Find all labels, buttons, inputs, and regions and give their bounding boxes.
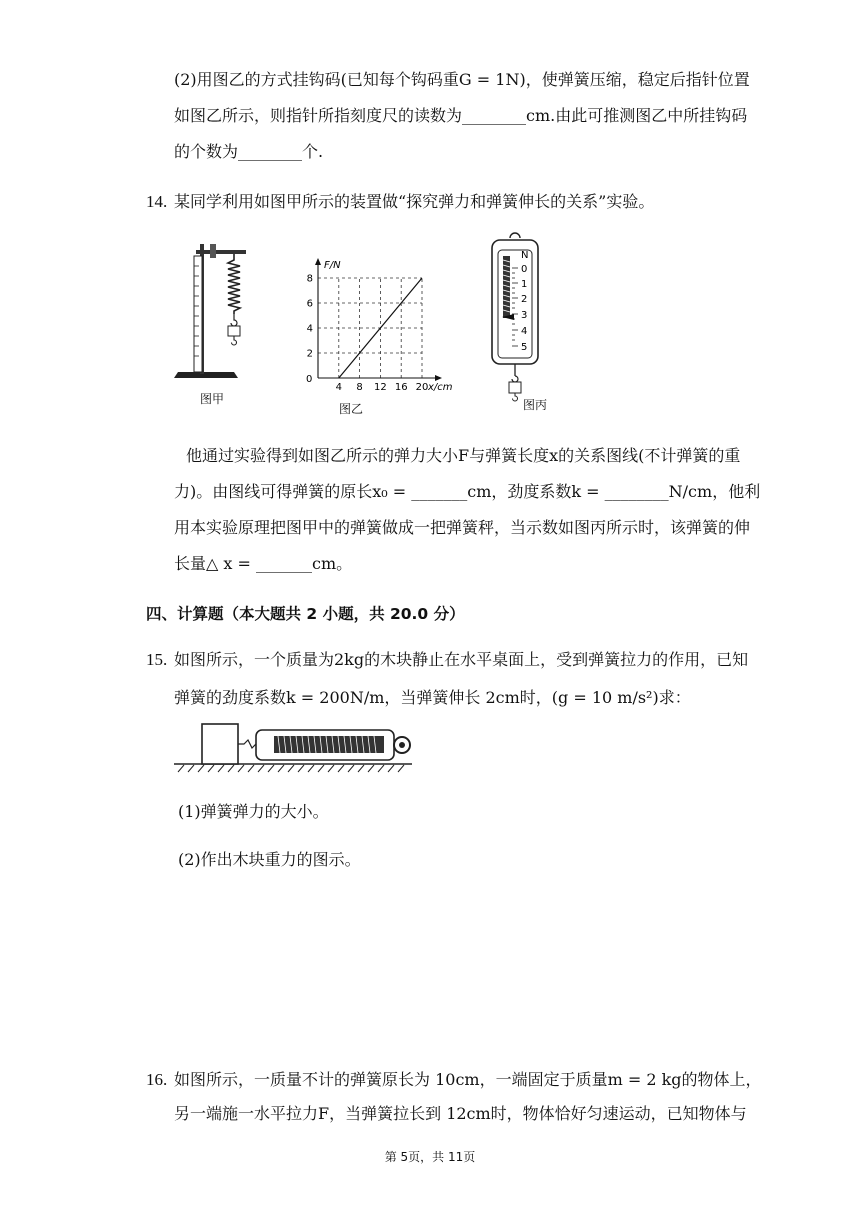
fig-yi-caption: 图乙 [339,402,364,416]
q16-line2: 另一端施一水平拉力F，当弹簧拉长到 12cm时，物体恰好匀速运动，已知物体与 [174,1104,747,1123]
x-tick-label: 12 [374,382,387,393]
q13-part2-line2: 如图乙所示，则指针所指刻度尺的读数为________cm.由此可推测图乙中所挂钩码 [174,106,748,125]
y-tick-label: 2 [306,348,313,360]
x-tick-label: 8 [356,382,363,393]
q15-sub1: (1)弹簧弹力的大小。 [178,802,329,821]
x-tick-label: 4 [335,382,342,393]
q14-body-line2: 力)。由图线可得弹簧的原长x₀ = _______cm，劲度系数k = ________N/cm，他利 [174,482,761,501]
scale-label-2: 2 [521,294,528,305]
page-footer: 第 5页，共 11页 [384,1150,476,1164]
q15-line2: 弹簧的劲度系数k = 200N/m，当弹簧伸长 2cm时，(g = 10 m/s²)求： [174,688,691,707]
fig-jia-caption: 图甲 [200,392,225,406]
x-tick-label: 16 [394,382,408,393]
scale-label-5: 5 [521,342,528,353]
figure-jia [172,236,262,406]
fig-bing-caption: 图丙 [523,398,548,412]
scale-label-3: 3 [521,310,528,321]
y-tick-label: 6 [306,298,313,310]
q16-line1: 如图所示，一质量不计的弹簧原长为 10cm，一端固定于质量m = 2 kg的物体上， [174,1070,762,1089]
x-axis-arrow [435,375,442,381]
q15-number: 15. [146,650,168,669]
x-tick-label: 20 [415,382,429,393]
q14-stem: 某同学利用如图甲所示的装置做“探究弹力和弹簧伸长的关系”实验。 [174,192,655,211]
y-tick-label: 4 [306,323,313,335]
q15-sub2: (2)作出木块重力的图示。 [178,850,361,869]
q13-part2-line1: (2)用图乙的方式挂钩码(已知每个钩码重G = 1N)，使弹簧压缩，稳定后指针位置 [174,70,750,89]
q13-part2-line3: 的个数为________个. [174,142,324,161]
scale-label-1: 1 [521,279,528,290]
figure-yi-chart [292,248,464,398]
q15-block-spring-figure [172,718,418,776]
q15-line1: 如图所示，一个质量为2kg的木块静止在水平桌面上，受到弹簧拉力的作用，已知 [174,650,749,669]
y-tick-label: 8 [306,273,313,285]
origin-label: 0 [306,374,313,385]
y-axis-arrow [315,258,321,265]
scale-label-0: 0 [521,264,528,275]
section-title: 四、计算题（本大题共 2 小题，共 20.0 分） [146,605,465,623]
scale-label-n: N [521,250,529,261]
q14-body-line1: 他通过实验得到如图乙所示的弹力大小F与弹簧长度x的关系图线(不计弹簧的重 [186,446,741,465]
q14-body-line3: 用本实验原理把图甲中的弹簧做成一把弹簧秤，当示数如图丙所示时，该弹簧的伸 [174,518,751,537]
q16-number: 16. [146,1070,168,1089]
scale-label-4: 4 [521,326,528,337]
y-axis-label: F/N [324,260,341,271]
x-axis-label: x/cm [428,382,453,393]
q14-number: 14. [146,192,168,211]
q14-body-line4: 长量△ x = _______cm。 [174,554,353,573]
figure-bing [484,228,546,406]
